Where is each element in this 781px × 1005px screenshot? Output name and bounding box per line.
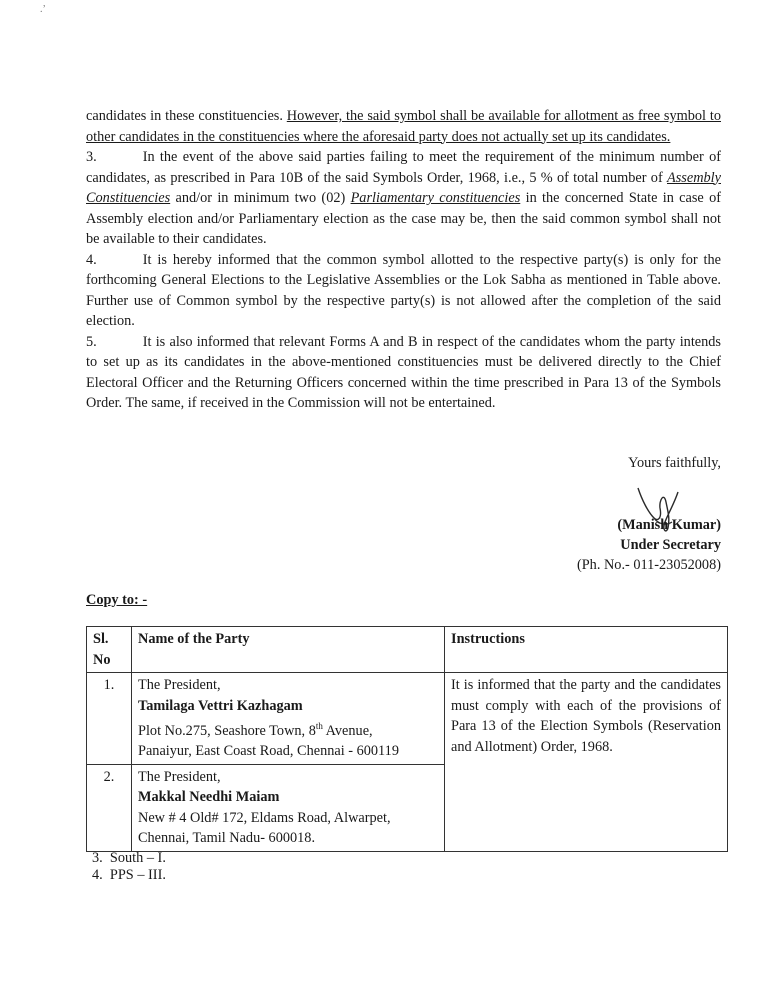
paragraph-5	[86, 332, 721, 414]
list-item-number: 4.	[92, 867, 103, 883]
row-1-party-cell	[132, 673, 445, 765]
signatory-designation: Under Secretary	[620, 537, 721, 553]
table-header-row	[87, 627, 728, 673]
paragraph-3-text-a: In the event of the above said parties failing to meet the requirement of the minimum number of candidates, as prescribed in Para 10B of the said Symbols Order, 1968, i.e., 5 % of total number of	[86, 149, 721, 186]
row-2-address-line-1: New # 4 Old# 172, Eldams Road, Alwarpet,	[138, 809, 391, 826]
list-item	[92, 850, 166, 867]
header-party-name: Name of the Party	[132, 627, 445, 673]
row-2-party-name: Makkal Needhi Maiam	[138, 789, 280, 806]
body-text	[86, 106, 721, 414]
row-1-title: The President,	[138, 677, 221, 693]
paragraph-continued	[86, 106, 721, 147]
row-2-title: The President,	[138, 768, 221, 785]
row-1-address-line-1	[138, 716, 438, 741]
list-item-text: PPS – III.	[109, 867, 166, 883]
list-item-number: 3.	[92, 850, 103, 866]
parliamentary-constituencies-term: Parliamentary constituencies	[350, 190, 521, 206]
row-1-address-b: Avenue,	[322, 722, 373, 739]
scan-mark: .ʼ	[40, 4, 46, 15]
assembly-constituencies-term: Assembly Constituencies	[86, 169, 721, 206]
paragraph-3	[86, 147, 721, 250]
paragraph-4-text: It is hereby informed that the common symbol allotted to the respective party(s) is only for the forthcoming General Elections to the Legislative Assemblies or the Lok Sabha as mentioned in Table above. Further use of Common symbol by the respective party(s) is not allowed after the completion of the said election.	[86, 251, 721, 329]
signatory-name: (Manish Kumar)	[617, 517, 721, 533]
extra-copies-list	[92, 850, 166, 884]
copy-to-heading: Copy to: -	[86, 592, 148, 608]
paragraph-continued-underlined: However, the said symbol shall be available for allotment as free symbol to other candidates in the constituencies where the aforesaid party does not actually set up its candidates.	[86, 108, 721, 145]
paragraph-3-number: 3.	[86, 149, 97, 165]
header-sl-no: Sl. No	[87, 627, 132, 673]
salutation: Yours faithfully,	[628, 455, 721, 471]
header-instructions: Instructions	[445, 627, 728, 673]
paragraph-5-text: It is also informed that relevant Forms A and B in respect of the candidates whom the party intends to set up as its candidates in the above-mentioned constituencies must be delivered directly to the Chief Electoral Officer and the Returning Officers concerned within the time prescribed in Para 13 of the Symbols Order. The same, if received in the Commission will not be entertained.	[86, 333, 721, 411]
row-1-sl: 1.	[87, 673, 132, 765]
list-item	[92, 867, 166, 884]
copy-to-table	[86, 626, 728, 852]
row-2-sl: 2.	[87, 764, 132, 851]
table-row	[87, 673, 728, 765]
row-1-address-a: Plot No.275, Seashore Town, 8	[138, 722, 316, 739]
paragraph-3-text-c: in the concerned State in case of Assembly election and/or Parliamentary election as the case may be, then the said common symbol shall not be available to their candidates.	[86, 190, 721, 247]
paragraph-4-number: 4.	[86, 251, 97, 268]
row-2-address-line-2: Chennai, Tamil Nadu- 600018.	[138, 830, 316, 847]
instructions-cell: It is informed that the party and the candidates must comply with each of the provisions of Para 13 of the Election Symbols (Reservation and Allotment) Order, 1968.	[445, 673, 728, 852]
paragraph-continued-plain: candidates in these constituencies.	[86, 108, 287, 124]
row-1-address-sup: th	[315, 721, 323, 731]
row-1-party-name: Tamilaga Vettri Kazhagam	[138, 697, 303, 714]
paragraph-4	[86, 250, 721, 332]
row-1-address-line-2: Panaiyur, East Coast Road, Chennai - 600119	[138, 743, 399, 760]
paragraph-3-text-b: and/or in minimum two (02)	[170, 190, 351, 206]
list-item-text: South – I.	[109, 850, 166, 866]
paragraph-5-number: 5.	[86, 333, 97, 350]
signatory-phone: (Ph. No.- 011-23052008)	[576, 557, 721, 573]
row-2-party-cell	[132, 764, 445, 851]
